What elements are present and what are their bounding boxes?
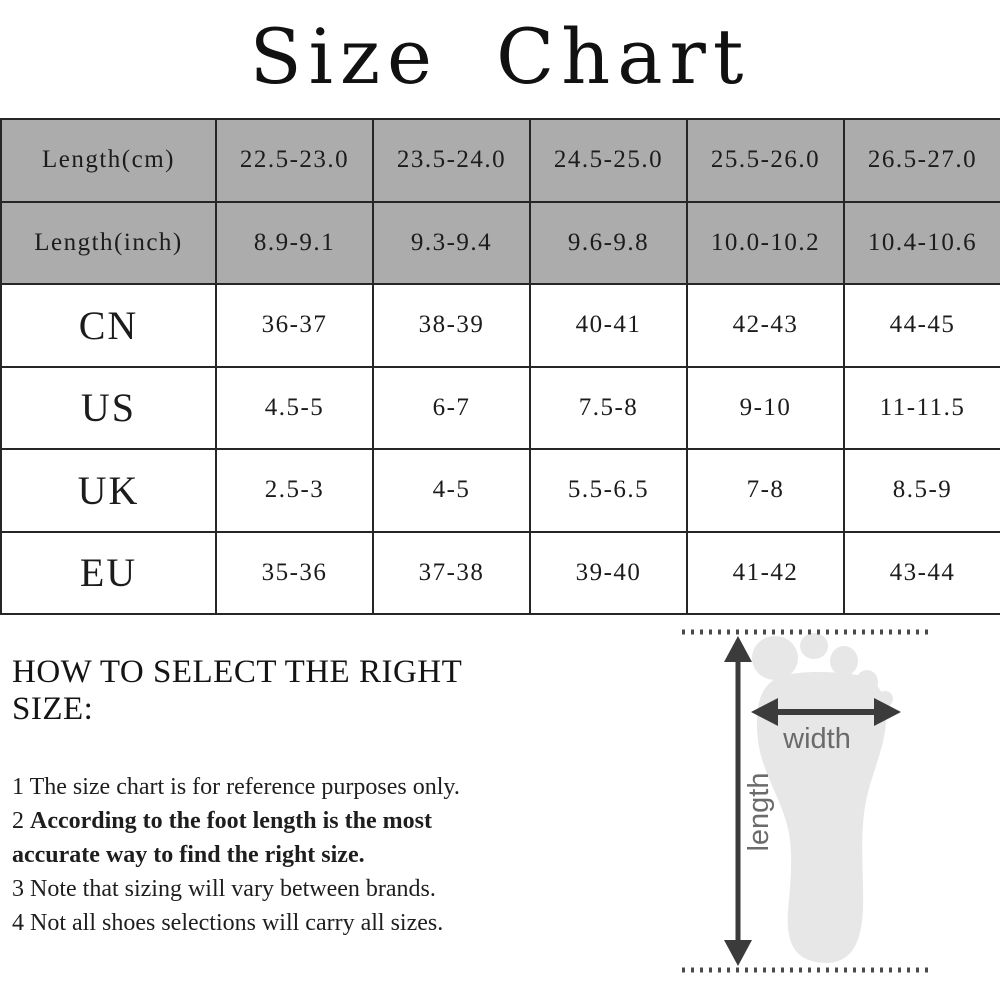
size-cell: 38-39 [373, 284, 530, 367]
row-label: CN [1, 284, 216, 367]
row-label: EU [1, 532, 216, 615]
guide-note-3 [12, 872, 517, 906]
size-cell: 4-5 [373, 449, 530, 532]
page-title: Size Chart [249, 12, 751, 101]
width-label: width [783, 723, 851, 755]
size-cell: 4.5-5 [216, 367, 373, 450]
row-label: Length(cm) [1, 119, 216, 202]
guide-heading: HOW TO SELECT THE RIGHT SIZE: [12, 654, 462, 727]
size-cell: 7-8 [687, 449, 844, 532]
guide-note-4 [12, 906, 517, 940]
size-cell: 6-7 [373, 367, 530, 450]
note-number: 2 [12, 808, 24, 834]
size-cell: 10.0-10.2 [687, 202, 844, 285]
toe-shape [800, 633, 828, 659]
size-cell: 5.5-6.5 [530, 449, 687, 532]
size-cell: 39-40 [530, 532, 687, 615]
guide-note-2 [12, 804, 517, 872]
size-cell: 10.4-10.6 [844, 202, 1000, 285]
table-row-eu [1, 532, 1000, 615]
size-cell: 36-37 [216, 284, 373, 367]
size-cell: 8.5-9 [844, 449, 1000, 532]
row-label: Length(inch) [1, 202, 216, 285]
size-cell: 37-38 [373, 532, 530, 615]
length-label: length [743, 772, 775, 852]
size-cell: 9.6-9.8 [530, 202, 687, 285]
size-cell: 24.5-25.0 [530, 119, 687, 202]
size-cell: 35-36 [216, 532, 373, 615]
size-cell: 11-11.5 [844, 367, 1000, 450]
table-row-cn [1, 284, 1000, 367]
size-cell: 43-44 [844, 532, 1000, 615]
toe-shape [830, 646, 858, 676]
size-cell: 40-41 [530, 284, 687, 367]
note-number: 4 [12, 910, 24, 936]
size-cell: 26.5-27.0 [844, 119, 1000, 202]
size-cell: 41-42 [687, 532, 844, 615]
size-cell: 25.5-26.0 [687, 119, 844, 202]
size-cell: 44-45 [844, 284, 1000, 367]
row-label: UK [1, 449, 216, 532]
table-row-length-cm [1, 119, 1000, 202]
size-cell: 2.5-3 [216, 449, 373, 532]
note-text: According to the foot length is the most accurate way to find the right size. [12, 808, 432, 868]
size-cell: 9-10 [687, 367, 844, 450]
big-toe-shape [752, 636, 798, 680]
row-label: US [1, 367, 216, 450]
size-cell: 22.5-23.0 [216, 119, 373, 202]
size-cell: 23.5-24.0 [373, 119, 530, 202]
guide-note-1 [12, 770, 517, 804]
size-guide-section [12, 654, 524, 940]
note-text: The size chart is for reference purposes only. [29, 774, 460, 800]
guide-notes [12, 770, 517, 940]
size-cell: 42-43 [687, 284, 844, 367]
note-number: 1 [12, 774, 24, 800]
foot-measurement-diagram [630, 616, 1000, 988]
table-row-uk [1, 449, 1000, 532]
note-text: Not all shoes selections will carry all sizes. [30, 910, 444, 936]
note-text: Note that sizing will vary between brands. [30, 876, 436, 902]
size-table [0, 118, 1000, 615]
size-cell: 9.3-9.4 [373, 202, 530, 285]
note-number: 3 [12, 876, 24, 902]
size-cell: 7.5-8 [530, 367, 687, 450]
table-row-length-inch [1, 202, 1000, 285]
table-row-us [1, 367, 1000, 450]
size-cell: 8.9-9.1 [216, 202, 373, 285]
